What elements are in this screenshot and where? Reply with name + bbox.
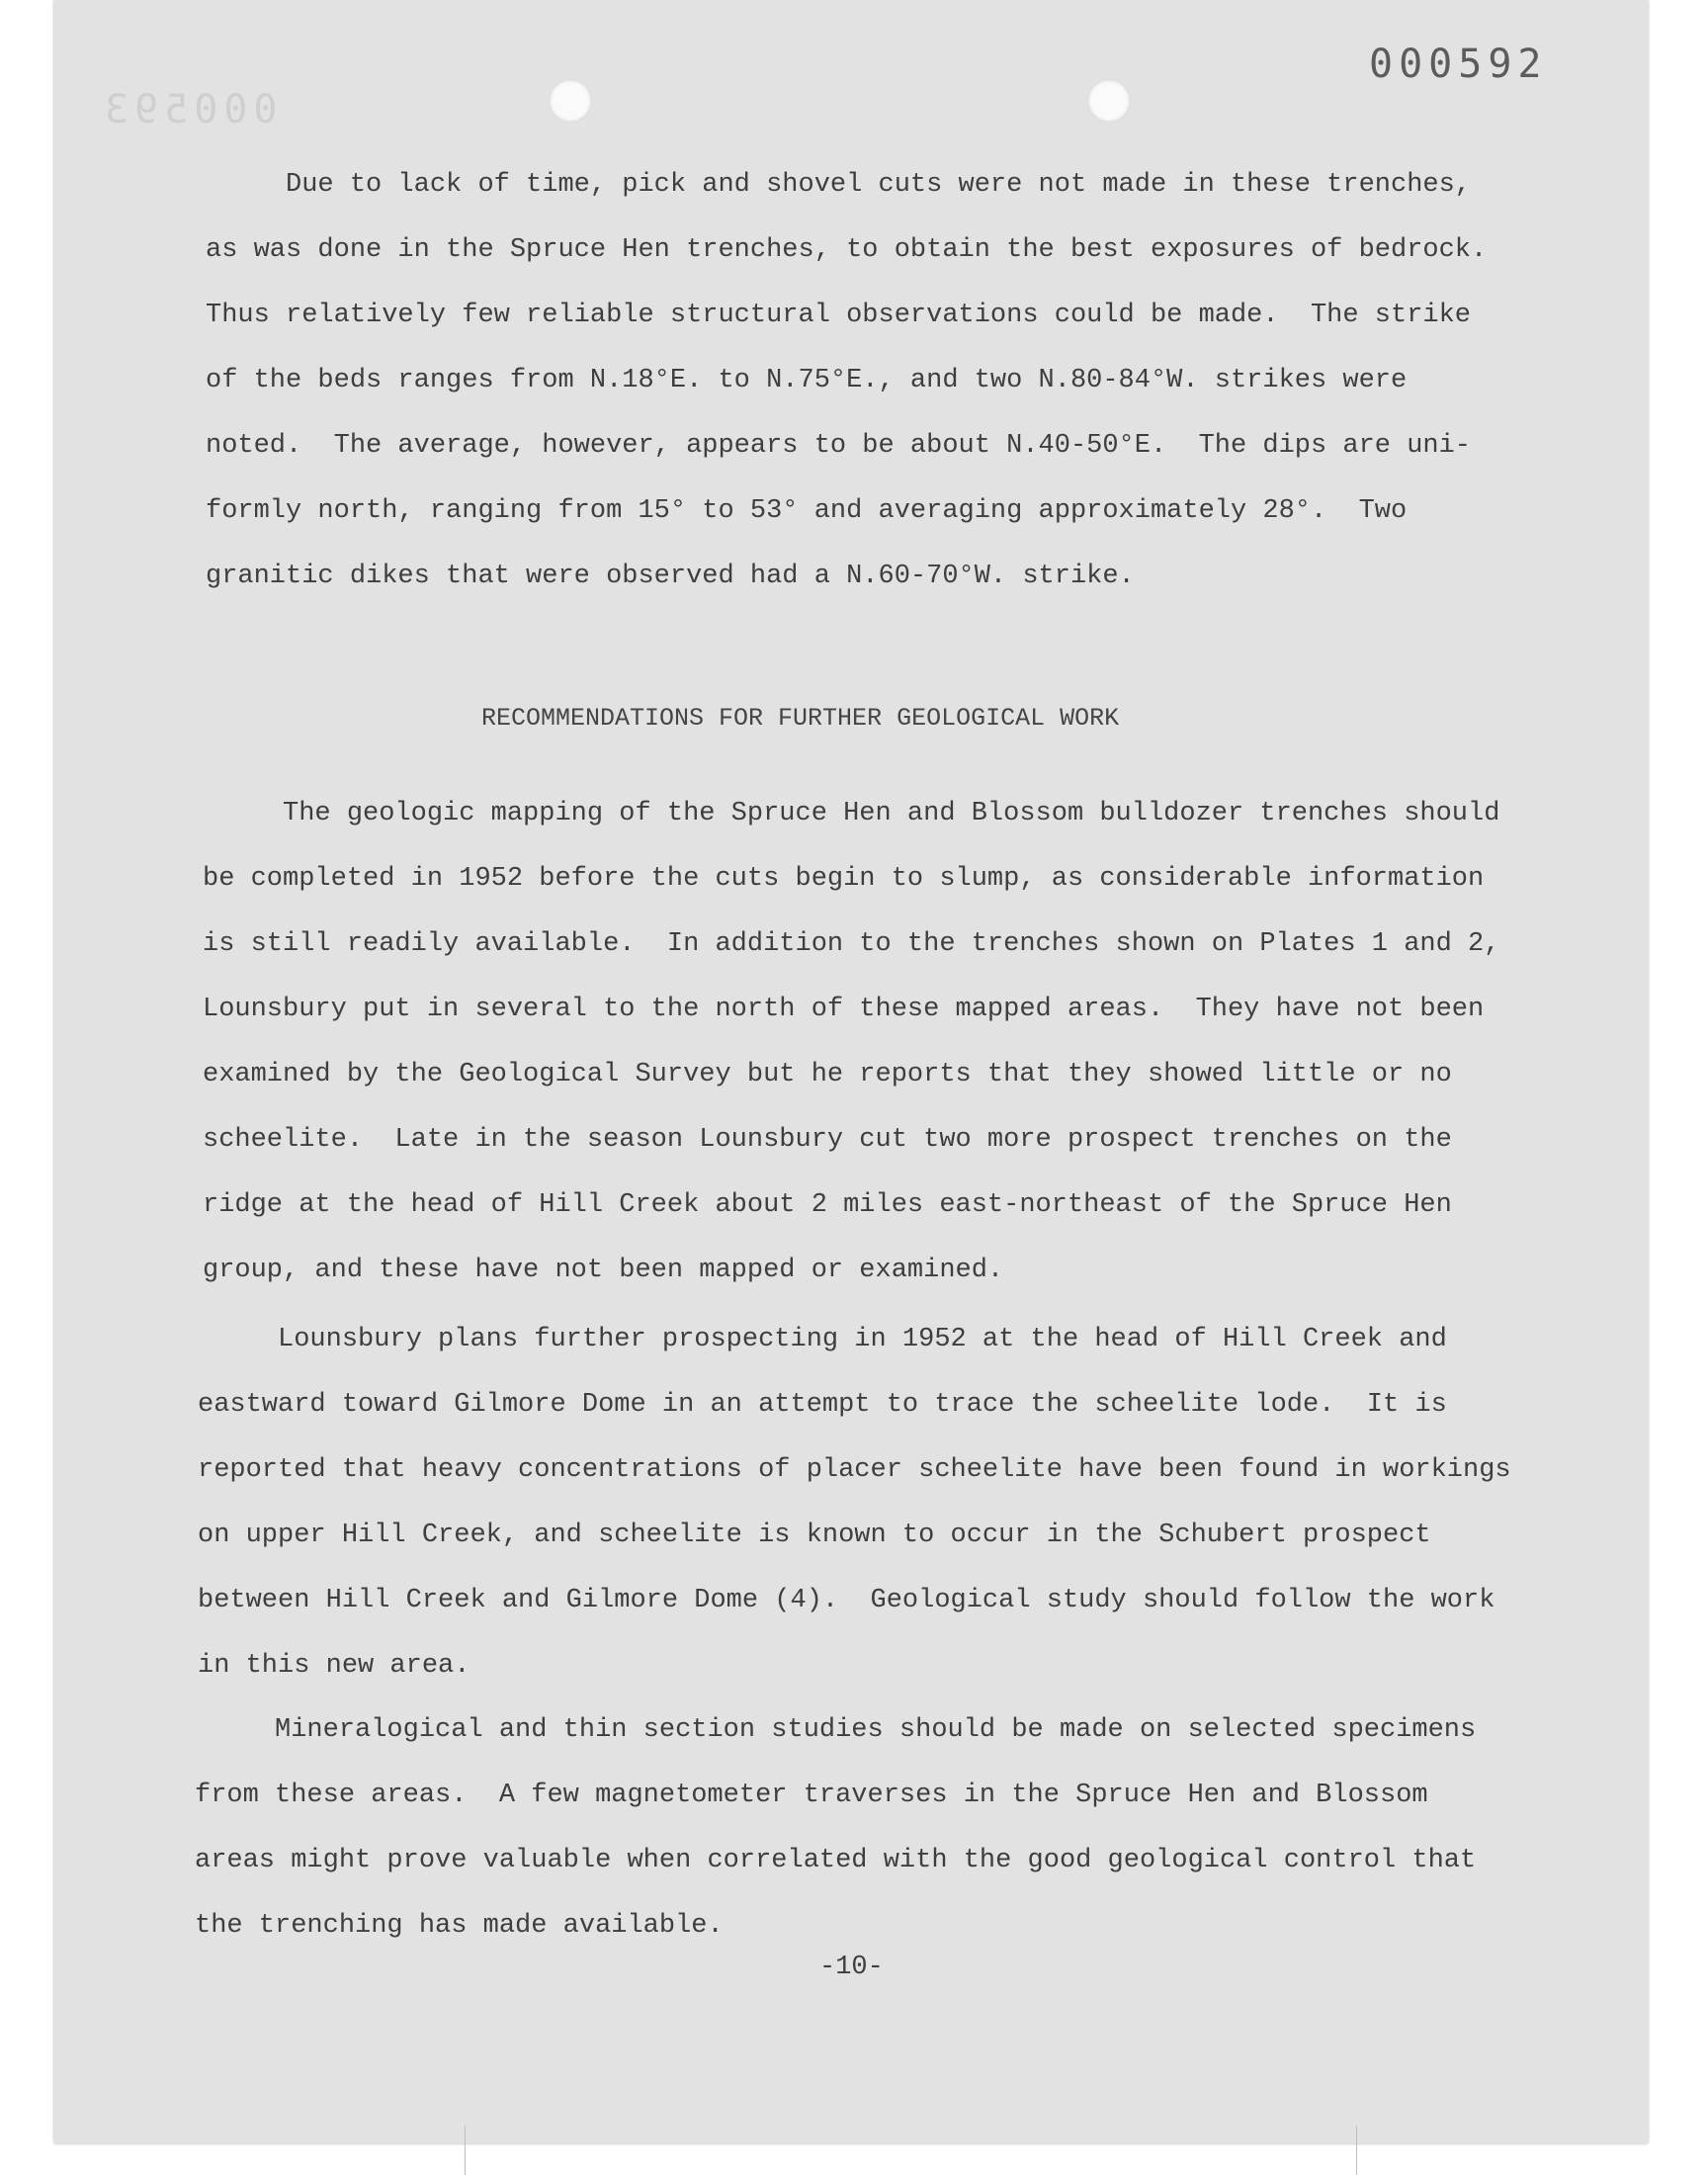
text-line: in this new area. bbox=[198, 1651, 470, 1681]
text-line: examined by the Geological Survey but he reports that they showed little or no bbox=[203, 1060, 1452, 1089]
text-line: eastward toward Gilmore Dome in an attempt to trace the scheelite lode. It is bbox=[198, 1390, 1447, 1420]
paragraph-4 bbox=[195, 1715, 1477, 1941]
text-line: Mineralogical and thin section studies should be made on selected specimens bbox=[195, 1715, 1477, 1745]
paragraph-2 bbox=[203, 799, 1500, 1285]
page-number-label: -10- bbox=[819, 1953, 884, 1982]
text-line: as was done in the Spruce Hen trenches, to obtain the best exposures of bedrock. bbox=[206, 235, 1488, 265]
text-line: is still readily available. In addition to the trenches shown on Plates 1 and 2, bbox=[203, 929, 1500, 959]
text-line: the trenching has made available. bbox=[195, 1911, 724, 1941]
text-line: The geologic mapping of the Spruce Hen and Blossom bulldozer trenches should bbox=[203, 799, 1500, 828]
text-line: Lounsbury put in several to the north of these mapped areas. They have not been bbox=[203, 995, 1485, 1024]
text-line: Due to lack of time, pick and shovel cuts were not made in these trenches, bbox=[206, 170, 1472, 200]
page-stamp-number: 000592 bbox=[1369, 42, 1548, 87]
text-line: group, and these have not been mapped or examined. bbox=[203, 1256, 1004, 1285]
text-line: reported that heavy concentrations of placer scheelite have been found in workings bbox=[198, 1455, 1511, 1485]
section-heading: RECOMMENDATIONS FOR FURTHER GEOLOGICAL WORK bbox=[481, 704, 1120, 733]
text-line: between Hill Creek and Gilmore Dome (4). Geological study should follow the work bbox=[198, 1586, 1495, 1615]
text-line: from these areas. A few magnetometer traverses in the Spruce Hen and Blossom bbox=[195, 1781, 1428, 1810]
text-line: Thus relatively few reliable structural observations could be made. The strike bbox=[206, 301, 1472, 330]
text-line: scheelite. Late in the season Lounsbury cut two more prospect trenches on the bbox=[203, 1125, 1452, 1155]
document-page bbox=[54, 0, 1648, 2143]
text-line: ridge at the head of Hill Creek about 2 miles east-northeast of the Spruce Hen bbox=[203, 1190, 1452, 1220]
text-line: formly north, ranging from 15° to 53° and averaging approximately 28°. Two bbox=[206, 496, 1408, 526]
paragraph-1 bbox=[206, 170, 1488, 591]
text-line: on upper Hill Creek, and scheelite is known to occur in the Schubert prospect bbox=[198, 1521, 1431, 1550]
text-line: be completed in 1952 before the cuts begin to slump, as considerable information bbox=[203, 864, 1485, 894]
scan-edge-line bbox=[1356, 2126, 1357, 2175]
text-line: granitic dikes that were observed had a N.60-70°W. strike. bbox=[206, 562, 1135, 591]
punch-hole-left bbox=[549, 79, 592, 123]
text-line: areas might prove valuable when correlated with the good geological control that bbox=[195, 1846, 1477, 1875]
punch-hole-right bbox=[1087, 79, 1131, 123]
text-line: Lounsbury plans further prospecting in 1952 at the head of Hill Creek and bbox=[198, 1325, 1447, 1354]
ghost-stamp-number: 000593 bbox=[99, 87, 278, 132]
text-line: of the beds ranges from N.18°E. to N.75°E., and two N.80-84°W. strikes were bbox=[206, 366, 1408, 395]
paragraph-3 bbox=[198, 1325, 1511, 1681]
text-line: noted. The average, however, appears to be about N.40-50°E. The dips are uni- bbox=[206, 431, 1472, 461]
scan-edge-line bbox=[465, 2126, 466, 2175]
